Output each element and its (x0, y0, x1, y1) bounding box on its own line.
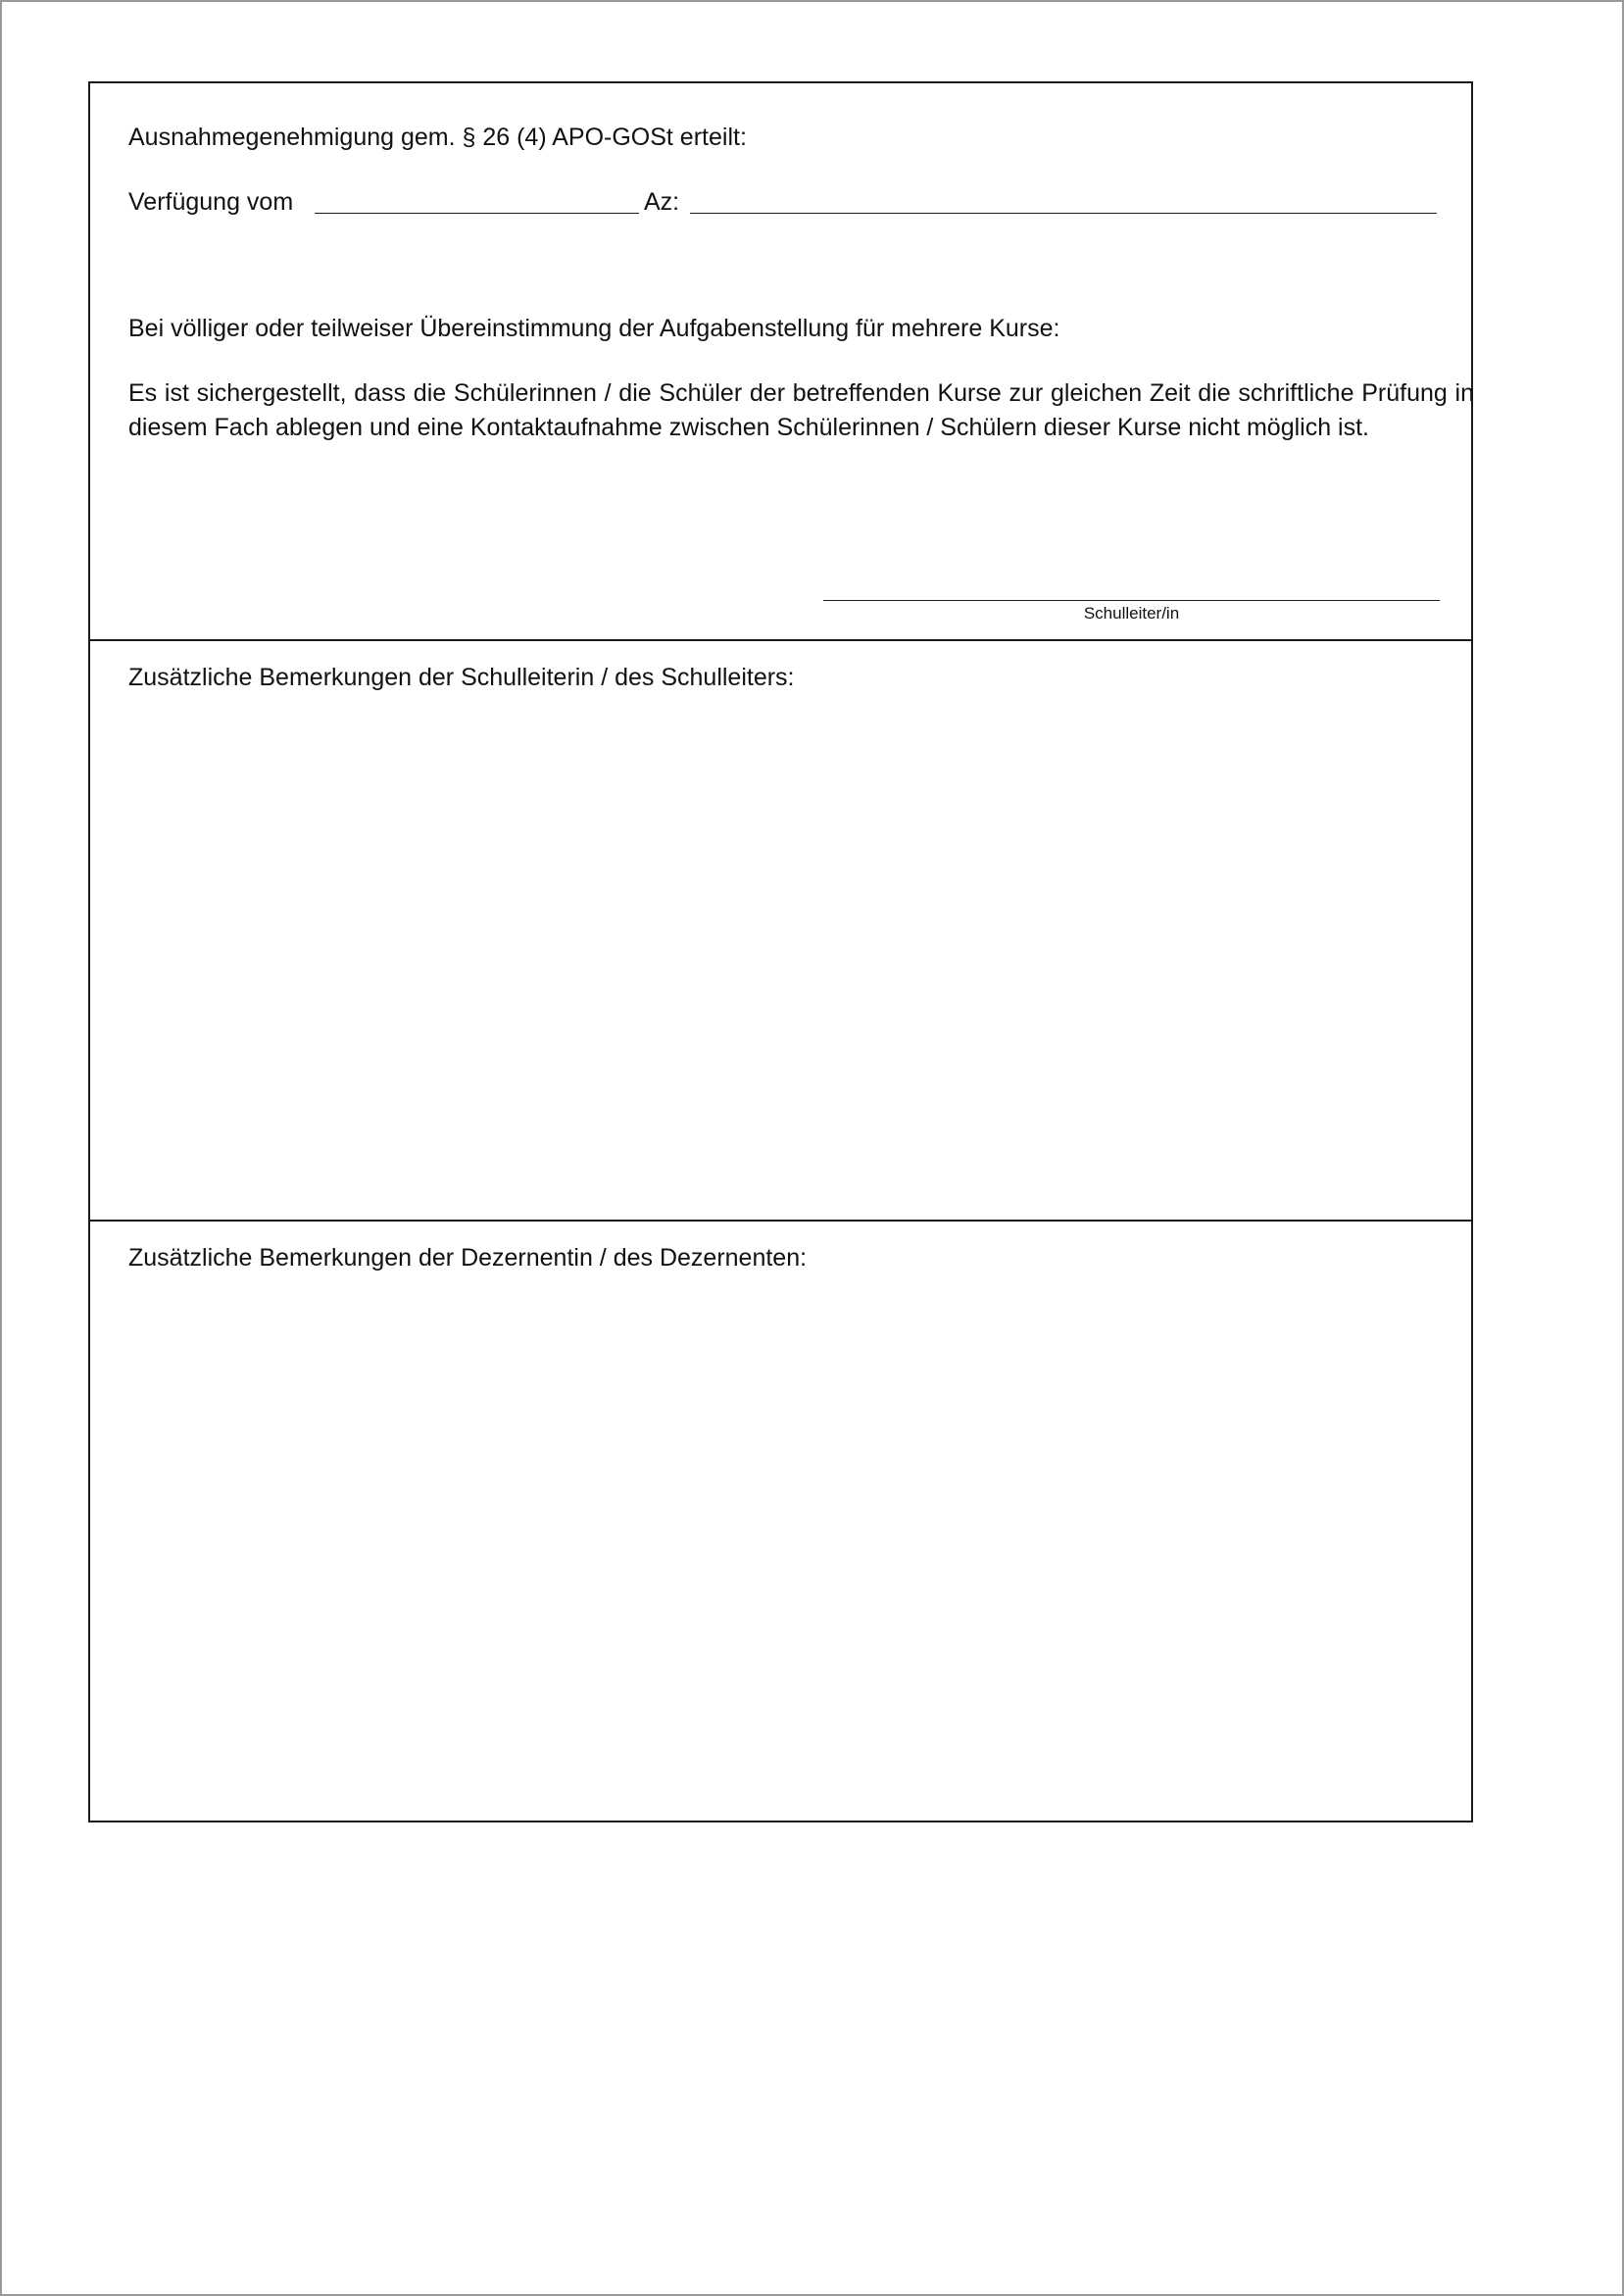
exemption-heading: Ausnahmegenehmigung gem. § 26 (4) APO-GOSt erteilt: (128, 124, 747, 151)
identical-tasks-note: Bei völliger oder teilweiser Übereinstimmung der Aufgabenstellung für mehrere Kurse: (128, 315, 1060, 342)
department-remarks-heading: Zusätzliche Bemerkungen der Dezernentin / des Dezernenten: (128, 1244, 808, 1272)
form-box (88, 81, 1473, 1822)
confirmation-paragraph: Es ist sichergestellt, dass die Schülerinnen / die Schüler der betreffenden Kurse zur gleichen Zeit die schriftliche Prüfung in diesem Fach ablegen und eine Kontaktaufnahme zwischen Schülerinnen / Schülern dieser Kurse nicht möglich ist. (128, 379, 1474, 441)
az-label: Az: (644, 188, 680, 216)
az-field[interactable] (690, 213, 1437, 214)
school-head-remarks-heading: Zusätzliche Bemerkungen der Schulleiterin / des Schulleiters: (128, 664, 795, 691)
verfuegung-label: Verfügung vom (128, 188, 294, 216)
verfuegung-date-field[interactable] (315, 213, 639, 214)
exemption-section (90, 83, 1474, 639)
signature-label: Schulleiter/in (1083, 604, 1180, 623)
signature-line[interactable] (823, 600, 1440, 601)
school-head-remarks-section[interactable] (90, 639, 1471, 1220)
department-remarks-section[interactable] (90, 1220, 1471, 1822)
